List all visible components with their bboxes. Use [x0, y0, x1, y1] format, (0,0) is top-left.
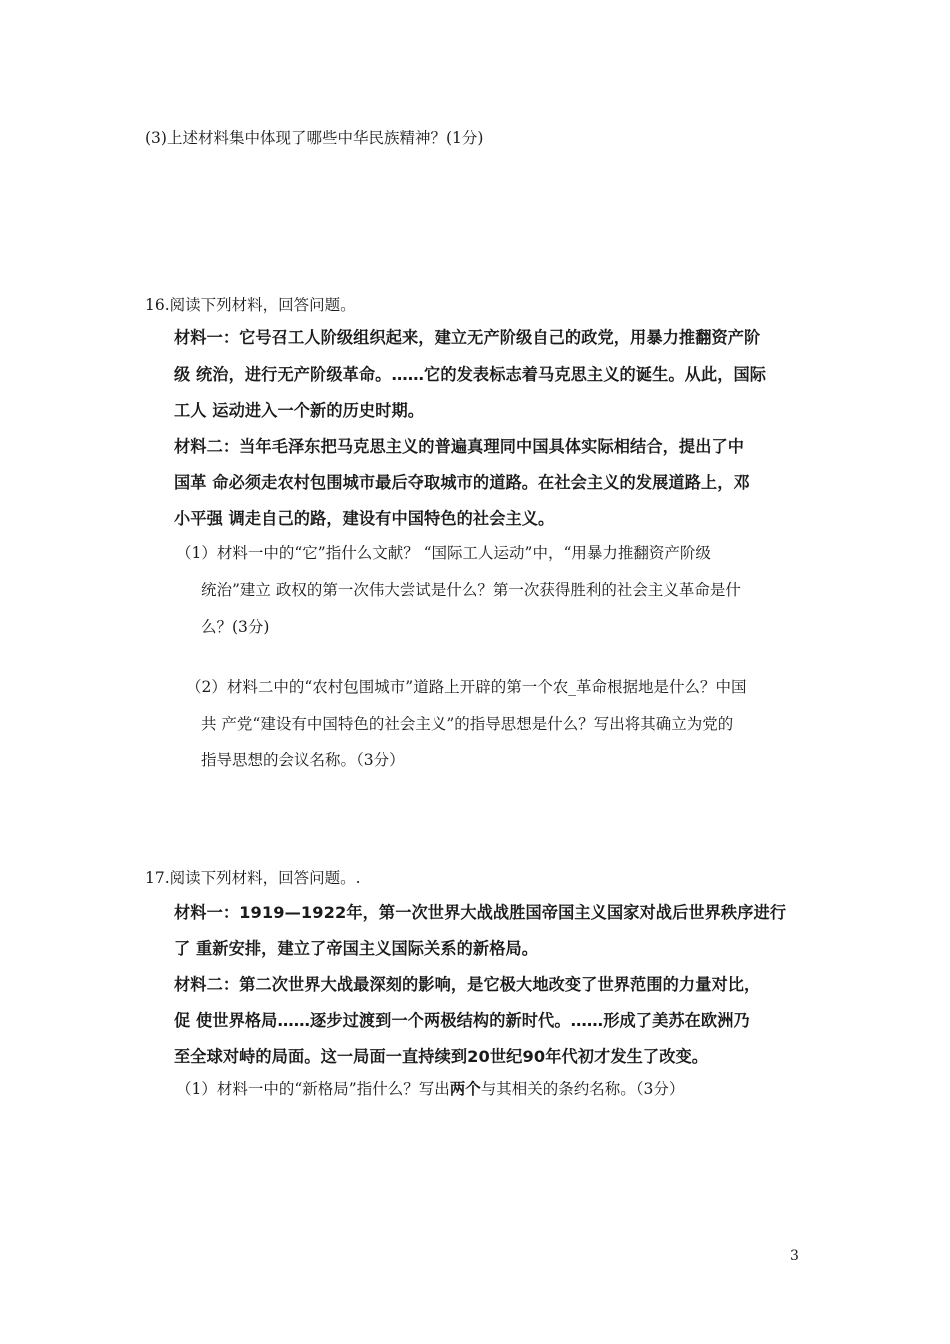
q17-material1-line2: 了 重新安排，建立了帝国主义国际关系的新格局。 [174, 939, 539, 958]
q16-sub2-line2: 共 产党“建设有中国特色的社会主义”的指导思想是什么？写出将其确立为党的 [201, 715, 734, 733]
q16-material1-line3: 工人 运动进入一个新的历史时期。 [174, 401, 425, 420]
q16-sub1-line3: 么？(3分) [201, 618, 270, 636]
q17-material2-line2: 促 使世界格局……逐步过渡到一个两极结构的新时代。……形成了美苏在欧洲乃 [174, 1011, 750, 1030]
q17-prompt: 17.阅读下列材料，回答问题。. [145, 869, 361, 887]
q16-sub2-line1: （2）材料二中的“农村包围城市”道路上开辟的第一个农_革命根据地是什么？中国 [186, 678, 747, 696]
q17-material1-line1: 材料一：1919—1922年，第一次世界大战战胜国帝国主义国家对战后世界秩序进行 [174, 903, 787, 922]
q17-material2-line1: 材料二：第二次世界大战最深刻的影响，是它极大地改变了世界范围的力量对比， [174, 975, 761, 994]
q17-sub1-suffix: 与其相关的条约名称。（3分） [480, 1080, 685, 1098]
q16-material2-line2: 国革 命必须走农村包围城市最后夺取城市的道路。在社会主义的发展道路上，邓 [174, 473, 750, 492]
q15-sub3: (3)上述材料集中体现了哪些中华民族精神？(1分) [145, 129, 484, 147]
page-number: 3 [790, 1248, 799, 1264]
q16-material1-line1: 材料一：它号召工人阶级组织起来，建立无产阶级自己的政党，用暴力推翻资产阶 [174, 328, 761, 347]
q17-sub1-prefix: （1）材料一中的“新格局”指什么？写出 [176, 1080, 450, 1098]
q16-material1-line2: 级 统治，进行无产阶级革命。……它的发表标志着马克思主义的诞生。从此，国际 [174, 365, 767, 384]
q17-material2-line3: 至全球对峙的局面。这一局面一直持续到20世纪90年代初才发生了改变。 [174, 1047, 709, 1066]
q16-sub2-line3: 指导思想的会议名称。（3分） [201, 751, 405, 769]
q16-prompt: 16.阅读下列材料，回答问题。 [145, 296, 356, 314]
q16-sub1-line2: 统治”建立 政权的第一次伟大尝试是什么？第一次获得胜利的社会主义革命是什 [201, 581, 741, 599]
q16-material2-line1: 材料二：当年毛泽东把马克思主义的普遍真理同中国具体实际相结合，提出了中 [174, 437, 745, 456]
q17-sub1-emphasis: 两个 [449, 1079, 481, 1098]
q16-material2-line3: 小平强 调走自己的路，建设有中国特色的社会主义。 [174, 509, 555, 528]
q17-sub1 [176, 1078, 684, 1100]
q16-sub1-line1: （1）材料一中的“它”指什么文献？ “国际工人运动”中，“用暴力推翻资产阶级 [176, 544, 711, 562]
